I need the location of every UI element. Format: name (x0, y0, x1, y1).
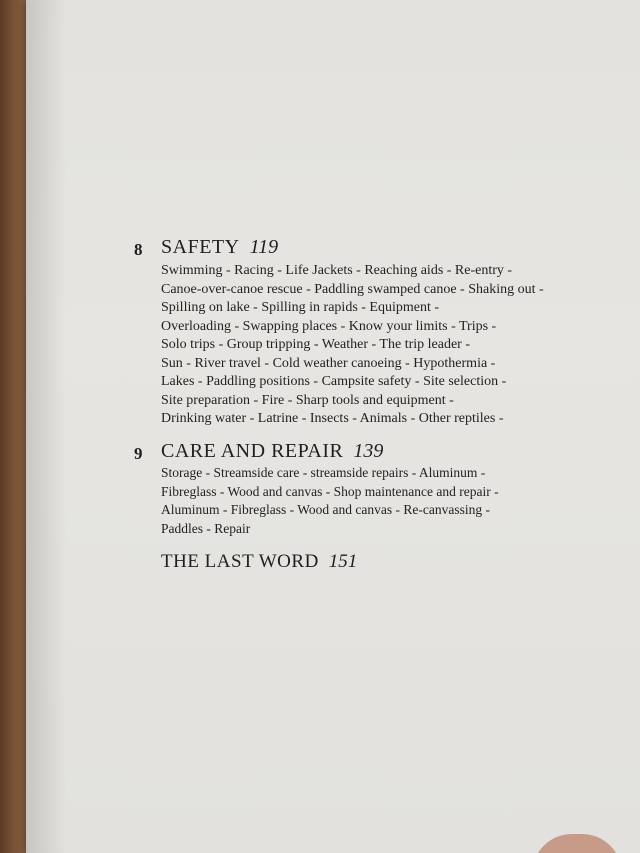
topic-line: Drinking water - Latrine - Insects - Animals - Other reptiles - (161, 411, 504, 426)
topic-line: Fibreglass - Wood and canvas - Shop maintenance and repair - (161, 483, 499, 499)
topic-line: Storage - Streamside care - streamside repairs - Aluminum - (161, 465, 486, 480)
chapter-number: 8 (134, 240, 143, 259)
chapter-title: SAFETY (161, 236, 240, 258)
chapter-title: CARE AND REPAIR (161, 440, 344, 462)
chapter-page-number: 139 (353, 440, 384, 462)
topic-line: Aluminum - Fibreglass - Wood and canvas - Re-canvassing - (161, 502, 490, 517)
topic-line: Sun - River travel - Cold weather canoeing - Hypothermia - (161, 355, 496, 371)
chapter-page-number: 119 (249, 236, 279, 258)
last-word-page-number: 151 (328, 551, 358, 572)
topic-line: Spilling on lake - Spilling in rapids - Equipment - (161, 300, 440, 315)
page-gutter-shadow (26, 0, 66, 853)
chapter-heading (161, 236, 278, 259)
last-word-title: THE LAST WORD (161, 551, 319, 572)
chapter-heading (161, 440, 383, 463)
topic-line: Swimming - Racing - Life Jackets - Reaching aids - Re-entry - (161, 263, 513, 278)
chapter-topic-list (161, 464, 499, 538)
topic-line: Paddles - Repair (161, 520, 251, 536)
topic-line: Solo trips - Group tripping - Weather - The trip leader - (161, 337, 470, 352)
topic-line: Overloading - Swapping places - Know your limits - Trips - (161, 318, 497, 334)
chapter-number: 9 (134, 444, 143, 463)
topic-line: Lakes - Paddling positions - Campsite safety - Site selection - (161, 374, 507, 389)
chapter-topic-list (161, 262, 544, 429)
topic-line: Canoe-over-canoe rescue - Paddling swamped canoe - Shaking out - (161, 281, 544, 297)
topic-line: Site preparation - Fire - Sharp tools and equipment - (161, 392, 454, 408)
last-word-entry (161, 551, 357, 573)
